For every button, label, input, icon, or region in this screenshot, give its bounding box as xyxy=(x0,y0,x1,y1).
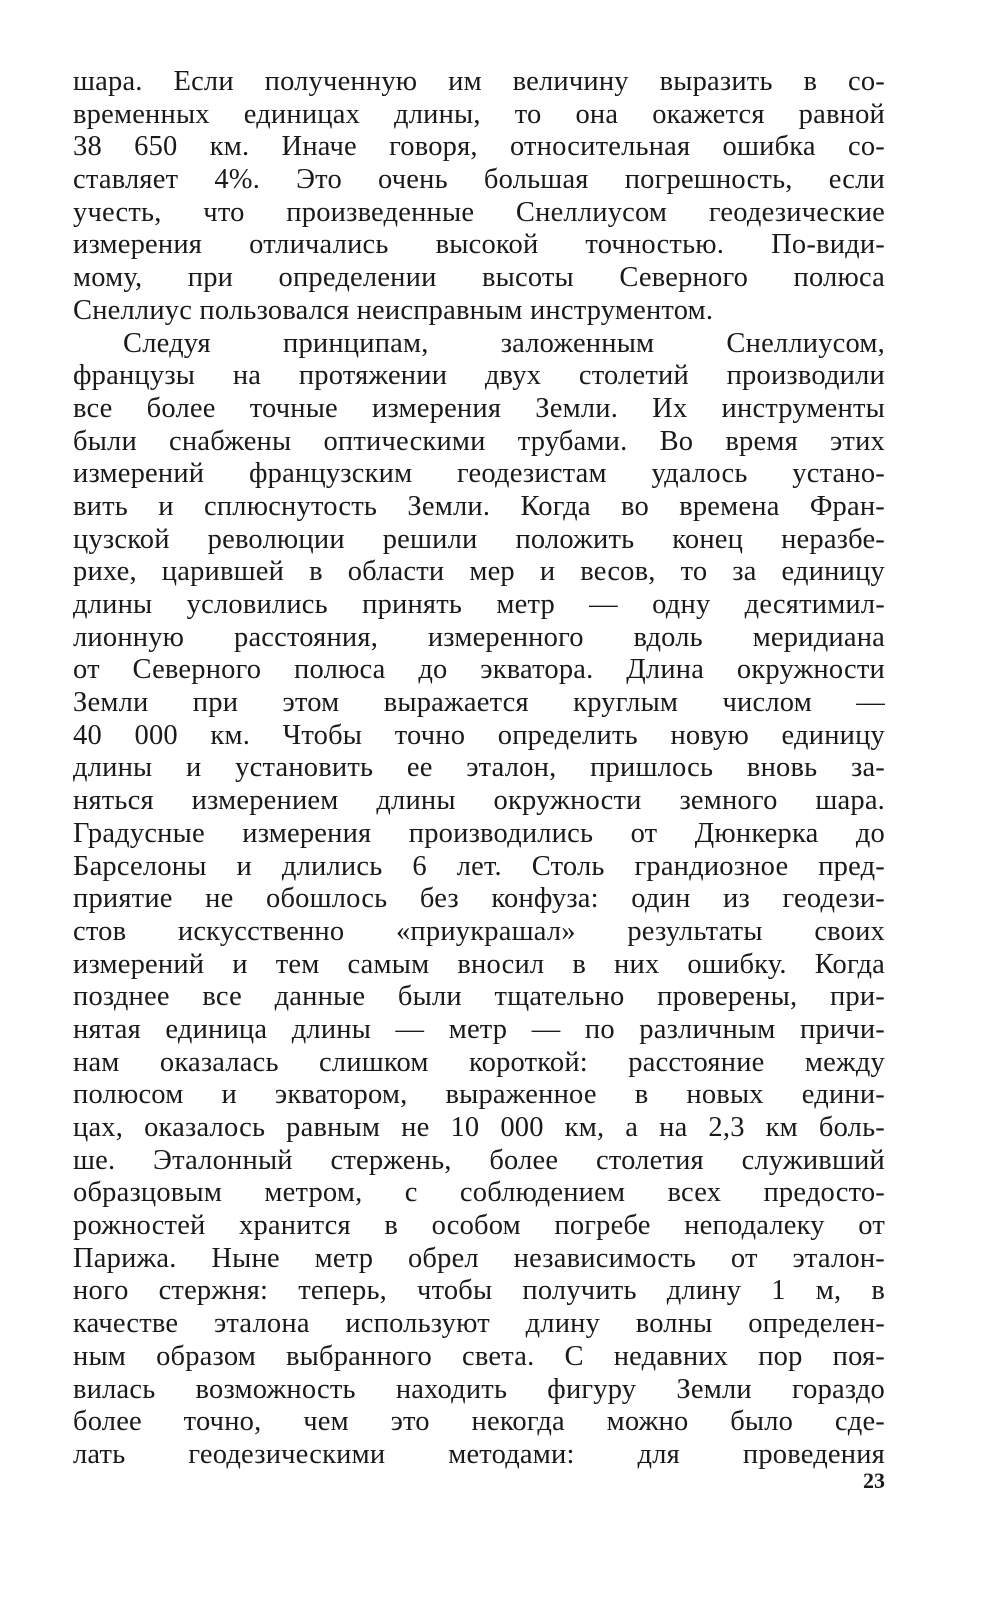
text-line: вилась возможность находить фигуру Земли гораздо xyxy=(73,1373,885,1405)
text-line: мому, при определении высоты Северного полюса xyxy=(73,262,885,294)
text-line: лионную расстояния, измеренного вдоль меридиана xyxy=(73,621,885,653)
text-line: ше. Эталонный стержень, более столетия служивший xyxy=(73,1144,885,1176)
text-line: 38 650 км. Иначе говоря, относительная ошибка со- xyxy=(73,131,885,163)
text-line: измерений и тем самым вносил в них ошибку. Когда xyxy=(73,948,885,980)
text-line: Парижа. Ныне метр обрел независимость от эталон- xyxy=(73,1242,885,1274)
text-line: ставляет 4%. Это очень большая погрешность, если xyxy=(73,164,885,196)
text-line: длины условились принять метр — одну десятимил- xyxy=(73,589,885,620)
text-line: все более точные измерения Земли. Их инструменты xyxy=(73,392,885,424)
text-line: полюсом и экватором, выраженное в новых едини- xyxy=(73,1079,885,1111)
text-line: рихе, царившей в области мер и весов, то за единицу xyxy=(73,556,885,588)
text-line: цах, оказалось равным не 10 000 км, а на 2,3 км боль- xyxy=(73,1112,885,1143)
text-line: длины и установить ее эталон, пришлось вновь за- xyxy=(73,752,885,784)
text-line: Снеллиус пользовался неисправным инструментом. xyxy=(73,294,714,326)
text-line: ным образом выбранного света. С недавних пор поя- xyxy=(73,1340,885,1372)
text-line: образцовым метром, с соблюдением всех предосто- xyxy=(73,1177,885,1209)
text-line: няться измерением длины окружности земного шара. xyxy=(73,785,885,817)
text-line: цузской революции решили положить конец неразбе- xyxy=(73,523,885,555)
text-line: Следуя принципам, заложенным Снеллиусом, xyxy=(123,327,885,359)
text-line: измерений французским геодезистам удалось устано- xyxy=(73,458,885,490)
text-line: стов искусственно «приукрашал» результаты своих xyxy=(73,915,885,947)
text-line: нятая единица длины — метр — по различным причи- xyxy=(73,1013,885,1045)
text-line: измерения отличались высокой точностью. По-види- xyxy=(73,229,885,261)
text-line: Барселоны и длились 6 лет. Столь грандиозное пред- xyxy=(73,850,885,882)
text-line: шара. Если полученную им величину выразить в со- xyxy=(73,66,885,97)
text-line: приятие не обошлось без конфуза: один из геодези- xyxy=(73,883,885,915)
text-line: нам оказалась слишком короткой: расстояние между xyxy=(73,1046,885,1078)
body-text xyxy=(73,66,885,1472)
text-line: вить и сплюснутость Земли. Когда во времена Фран- xyxy=(73,490,885,522)
text-line: более точно, чем это некогда можно было сде- xyxy=(73,1406,885,1438)
text-line: учесть, что произведенные Снеллиусом геодезические xyxy=(73,196,885,228)
text-line: лать геодезическими методами: для проведения xyxy=(73,1438,885,1470)
text-line: Земли при этом выражается круглым числом — xyxy=(73,687,885,719)
text-line: были снабжены оптическими трубами. Во время этих xyxy=(73,425,885,457)
text-line: качестве эталона используют длину волны определен- xyxy=(73,1308,885,1340)
text-line: рожностей хранится в особом погребе неподалеку от xyxy=(73,1210,885,1242)
text-line: 40 000 км. Чтобы точно определить новую единицу xyxy=(73,719,885,751)
text-line: от Северного полюса до экватора. Длина окружности xyxy=(73,654,885,686)
text-line: французы на протяжении двух столетий производили xyxy=(73,360,885,392)
text-line: ного стержня: теперь, чтобы получить длину 1 м, в xyxy=(73,1275,885,1307)
text-line: временных единицах длины, то она окажется равной xyxy=(73,98,885,130)
text-line: Градусные измерения производились от Дюнкерка до xyxy=(73,817,885,849)
text-line: позднее все данные были тщательно проверены, при- xyxy=(73,981,885,1013)
page-number: 23 xyxy=(863,1468,885,1493)
